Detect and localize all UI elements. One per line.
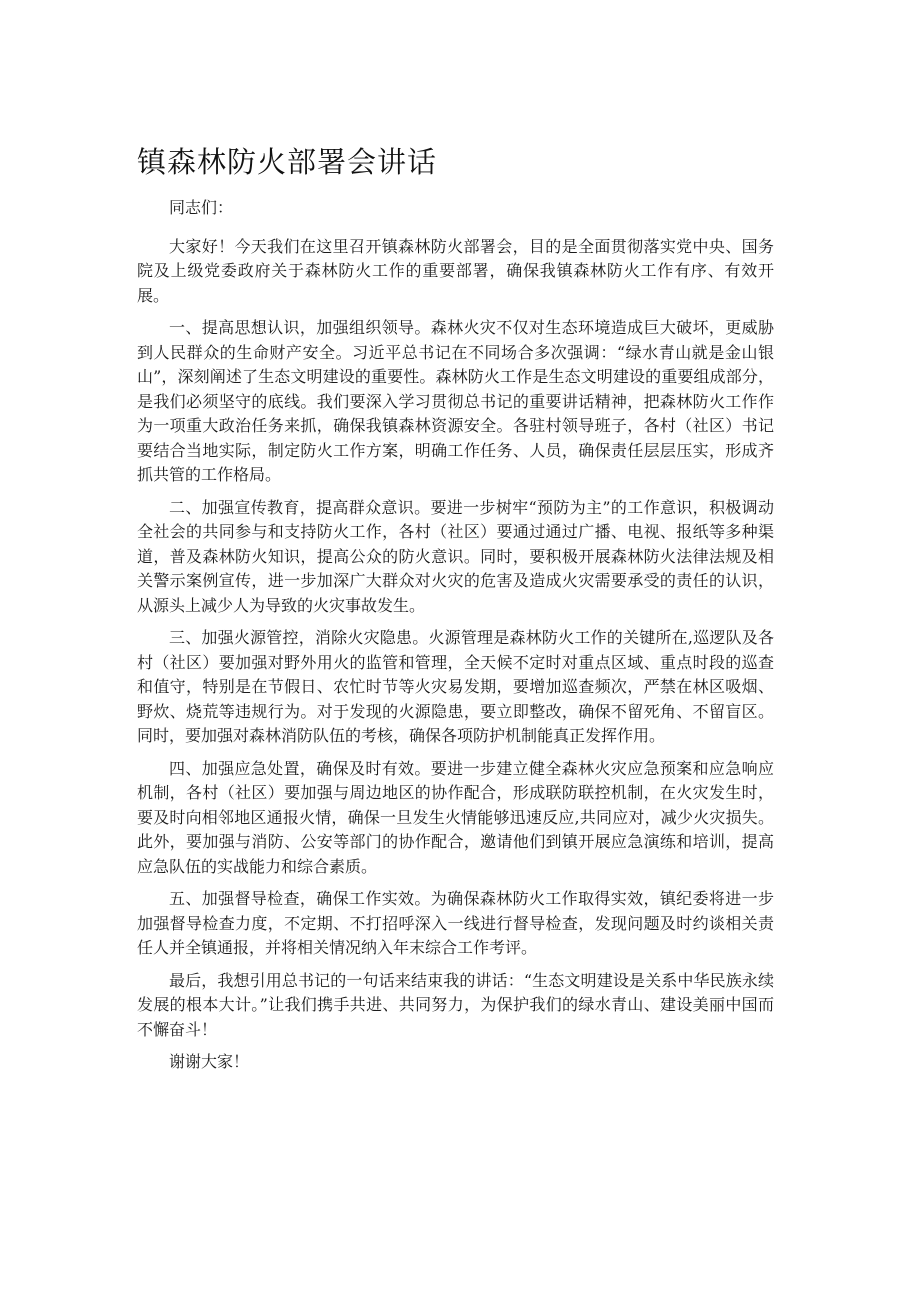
paragraph-conclusion: 最后，我想引用总书记的一句话来结束我的讲话：“生态文明建设是关系中华民族永续发展的根本大计。”让我们携手共进、共同努力，为保护我们的绿水青山、建设美丽中国而不懈奋斗！ bbox=[137, 970, 774, 1039]
closing-remark: 谢谢大家！ bbox=[169, 1052, 250, 1071]
document-body bbox=[137, 196, 774, 1083]
paragraph-opening: 大家好！今天我们在这里召开镇森林防火部署会，目的是全面贯彻落实党中央、国务院及上级党委政府关于森林防火工作的重要部署，确保我镇森林防火工作有序、有效开展。 bbox=[137, 236, 774, 305]
paragraph-section-3: 三、加强火源管控，消除火灾隐患。火源管理是森林防火工作的关键所在,巡逻队及各村（社区）要加强对野外用火的监管和管理，全天候不定时对重点区域、重点时段的巡查和值守，特别是在节假日、农忙时节等火灾易发期，要增加巡查频次，严禁在林区吸烟、野炊、烧荒等违规行为。对于发现的火源隐患，要立即整改，确保不留死角、不留盲区。同时，要加强对森林消防队伍的考核，确保各项防护机制能真正发挥作用。 bbox=[137, 628, 774, 745]
paragraph-section-1: 一、提高思想认识，加强组织领导。森林火灾不仅对生态环境造成巨大破坏，更威胁到人民群众的生命财产安全。习近平总书记在不同场合多次强调：“绿水青山就是金山银山”，深刻阐述了生态文明建设的重要性。森林防火工作是生态文明建设的重要组成部分，是我们必须坚守的底线。我们要深入学习贯彻总书记的重要讲话精神，把森林防火工作作为一项重大政治任务来抓，确保我镇森林资源安全。各驻村领导班子，各村（社区）书记要结合当地实际，制定防火工作方案，明确工作任务、人员，确保责任层层压实，形成齐抓共管的工作格局。 bbox=[137, 318, 774, 484]
salutation: 同志们： bbox=[169, 198, 234, 217]
document-title: 镇森林防火部署会讲话 bbox=[137, 145, 438, 179]
paragraph-section-5: 五、加强督导检查，确保工作实效。为确保森林防火工作取得实效，镇纪委将进一步加强督导检查力度，不定期、不打招呼深入一线进行督导检查，发现问题及时约谈相关责任人并全镇通报，并将相关情况纳入年末综合工作考评。 bbox=[137, 889, 774, 957]
paragraph-section-2: 二、加强宣传教育，提高群众意识。要进一步树牢“预防为主”的工作意识，积极调动全社会的共同参与和支持防火工作，各村（社区）要通过通过广播、电视、报纸等多种渠道，普及森林防火知识，提高公众的防火意识。同时，要积极开展森林防火法律法规及相关警示案例宣传，进一步加深广大群众对火灾的危害及造成火灾需要承受的责任的认识，从源头上减少人为导致的火灾事故发生。 bbox=[137, 497, 774, 615]
paragraph-section-4: 四、加强应急处置，确保及时有效。要进一步建立健全森林火灾应急预案和应急响应机制，各村（社区）要加强与周边地区的协作配合，形成联防联控机制，在火灾发生时，要及时向相邻地区通报火情，确保一旦发生火情能够迅速反应,共同应对，减少火灾损失。此外，要加强与消防、公安等部门的协作配合，邀请他们到镇开展应急演练和培训，提高应急队伍的实战能力和综合素质。 bbox=[137, 758, 774, 876]
